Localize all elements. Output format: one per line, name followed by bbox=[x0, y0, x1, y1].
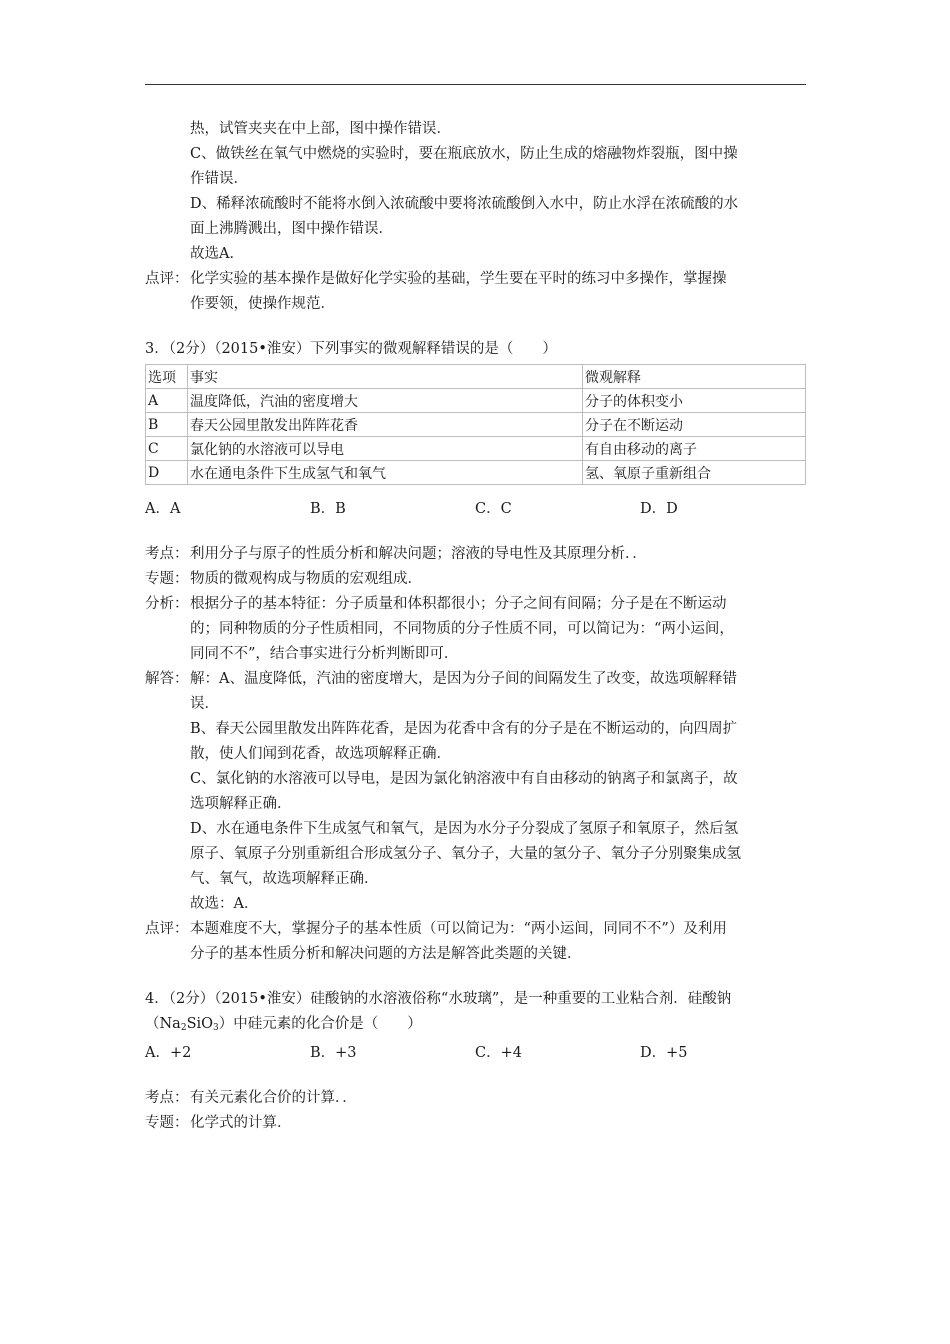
solution-line: D、稀释浓硫酸时不能将水倒入浓硫酸中要将浓硫酸倒入水中，防止水浮在浓硫酸的水 bbox=[190, 196, 739, 212]
table-cell: 分子的体积变小 bbox=[583, 389, 806, 413]
kaodian-text: 利用分子与原子的性质分析和解决问题；溶液的导电性及其原理分析．． bbox=[190, 546, 647, 562]
jieda-line: 误． bbox=[190, 696, 219, 712]
kaodian-text: 有关元素化合价的计算．． bbox=[190, 1090, 357, 1106]
table-cell: 分子在不断运动 bbox=[583, 413, 806, 437]
option-a: A．+2 bbox=[145, 1045, 192, 1061]
stem-text: SiO bbox=[186, 1016, 214, 1032]
facts-table bbox=[145, 364, 806, 485]
stem-text: ）中硅元素的化合价是（ ） bbox=[218, 1016, 422, 1032]
fenxi-line: 的；同种物质的分子性质相同，不同物质的分子性质不同，可以简记为：“两小运间， bbox=[190, 621, 734, 637]
table-cell: C bbox=[146, 437, 188, 461]
jieda-line: 解：A、温度降低，汽油的密度增大，是因为分子间的间隔发生了改变，故选项解释错 bbox=[190, 671, 737, 687]
zhuanti-text: 化学式的计算． bbox=[190, 1115, 292, 1131]
jieda-line: 选项解释正确． bbox=[190, 796, 292, 812]
table-cell: 氯化钠的水溶液可以导电 bbox=[188, 437, 583, 461]
option-b: B．B bbox=[310, 501, 346, 517]
dianping bbox=[145, 917, 806, 967]
zhuanti bbox=[145, 1111, 806, 1136]
question-stem: 3．（2分）（2015•淮安）下列事实的微观解释错误的是（ ） bbox=[145, 341, 557, 357]
zhuanti-label: 专题： bbox=[145, 1115, 189, 1131]
option-a: A．A bbox=[145, 501, 181, 517]
jieda-line: 原子、氧原子分别重新组合形成氢分子、氧分子，大量的氢分子、氧分子分别聚集成氢 bbox=[190, 846, 741, 862]
table-row bbox=[146, 437, 806, 461]
page-content bbox=[145, 117, 806, 1136]
kaodian bbox=[145, 542, 806, 567]
answer-options bbox=[145, 1041, 806, 1066]
prev-solution bbox=[145, 117, 806, 317]
solution-line: 作错误． bbox=[190, 171, 248, 187]
question-stem-line2 bbox=[145, 1012, 806, 1041]
jieda-label: 解答： bbox=[145, 671, 189, 687]
dianping-line: 本题难度不大，掌握分子的基本性质（可以简记为：“两小运间，同同不不”）及利用 bbox=[190, 921, 727, 937]
table-cell: 温度降低，汽油的密度增大 bbox=[188, 389, 583, 413]
jieda-line: B、春天公园里散发出阵阵花香，是因为花香中含有的分子是在不断运动的，向四周扩 bbox=[190, 721, 738, 737]
comment-line: 作要领，使操作规范． bbox=[190, 296, 335, 312]
table-header-row bbox=[146, 365, 806, 389]
question-4 bbox=[145, 987, 806, 1136]
jieda-line: C、氯化钠的水溶液可以导电，是因为氯化钠溶液中有自由移动的钠离子和氯离子，故 bbox=[190, 771, 738, 787]
table-row bbox=[146, 389, 806, 413]
kaodian bbox=[145, 1086, 806, 1111]
kaodian-label: 考点： bbox=[145, 546, 189, 562]
header-cell: 微观解释 bbox=[583, 365, 806, 389]
option-d: D．D bbox=[640, 501, 678, 517]
table-cell: A bbox=[146, 389, 188, 413]
table-cell: 水在通电条件下生成氢气和氧气 bbox=[188, 461, 583, 485]
header-rule bbox=[145, 84, 806, 85]
option-d: D．+5 bbox=[640, 1045, 688, 1061]
solution-line: 故选A． bbox=[190, 246, 244, 262]
table-cell: 春天公园里散发出阵阵花香 bbox=[188, 413, 583, 437]
table-row bbox=[146, 413, 806, 437]
solution-line: C、做铁丝在氧气中燃烧的实验时，要在瓶底放水，防止生成的熔融物炸裂瓶，图中操 bbox=[190, 146, 738, 162]
solution-line: 热，试管夹夹在中上部，图中操作错误． bbox=[190, 121, 451, 137]
zhuanti bbox=[145, 567, 806, 592]
zhuanti-label: 专题： bbox=[145, 571, 189, 587]
jieda-line: 故选：A． bbox=[190, 896, 259, 912]
dianping-line: 分子的基本性质分析和解决问题的方法是解答此类题的关键． bbox=[190, 946, 582, 962]
header-cell: 事实 bbox=[188, 365, 583, 389]
question-3 bbox=[145, 337, 806, 967]
table-cell: 氢、氧原子重新组合 bbox=[583, 461, 806, 485]
jieda-line: 气、氧气，故选项解释正确． bbox=[190, 871, 379, 887]
question-stem: 4．（2分）（2015•淮安）硅酸钠的水溶液俗称“水玻璃”，是一种重要的工业粘合剂．硅酸钠 bbox=[145, 991, 732, 1007]
table-cell: 有自由移动的离子 bbox=[583, 437, 806, 461]
fenxi bbox=[145, 592, 806, 667]
answer-options bbox=[145, 497, 806, 522]
header-cell: 选项 bbox=[146, 365, 188, 389]
jieda-line: 散，使人们闻到花香，故选项解释正确． bbox=[190, 746, 451, 762]
prev-comment bbox=[145, 267, 806, 317]
subscript: 2 bbox=[180, 1023, 187, 1033]
fenxi-label: 分析： bbox=[145, 596, 189, 612]
fenxi-line: 同同不不”，结合事实进行分析判断即可． bbox=[190, 646, 459, 662]
table-row bbox=[146, 461, 806, 485]
jieda-line: D、水在通电条件下生成氢气和氧气，是因为水分子分裂成了氢原子和氧原子，然后氢 bbox=[190, 821, 739, 837]
option-b: B．+3 bbox=[310, 1045, 357, 1061]
option-c: C．C bbox=[475, 501, 512, 517]
stem-text: （Na bbox=[145, 1016, 181, 1032]
fenxi-line: 根据分子的基本特征：分子质量和体积都很小；分子之间有间隔；分子是在不断运动 bbox=[190, 596, 727, 612]
comment-line: 化学实验的基本操作是做好化学实验的基础，学生要在平时的练习中多操作，掌握操 bbox=[190, 271, 727, 287]
zhuanti-text: 物质的微观构成与物质的宏观组成． bbox=[190, 571, 422, 587]
option-c: C．+4 bbox=[475, 1045, 522, 1061]
subscript: 3 bbox=[213, 1023, 219, 1033]
jieda bbox=[145, 667, 806, 917]
solution-line: 面上沸腾溅出，图中操作错误． bbox=[190, 221, 393, 237]
table-cell: D bbox=[146, 461, 188, 485]
comment-label: 点评： bbox=[145, 271, 189, 287]
table-cell: B bbox=[146, 413, 188, 437]
dianping-label: 点评： bbox=[145, 921, 189, 937]
kaodian-label: 考点： bbox=[145, 1090, 189, 1106]
